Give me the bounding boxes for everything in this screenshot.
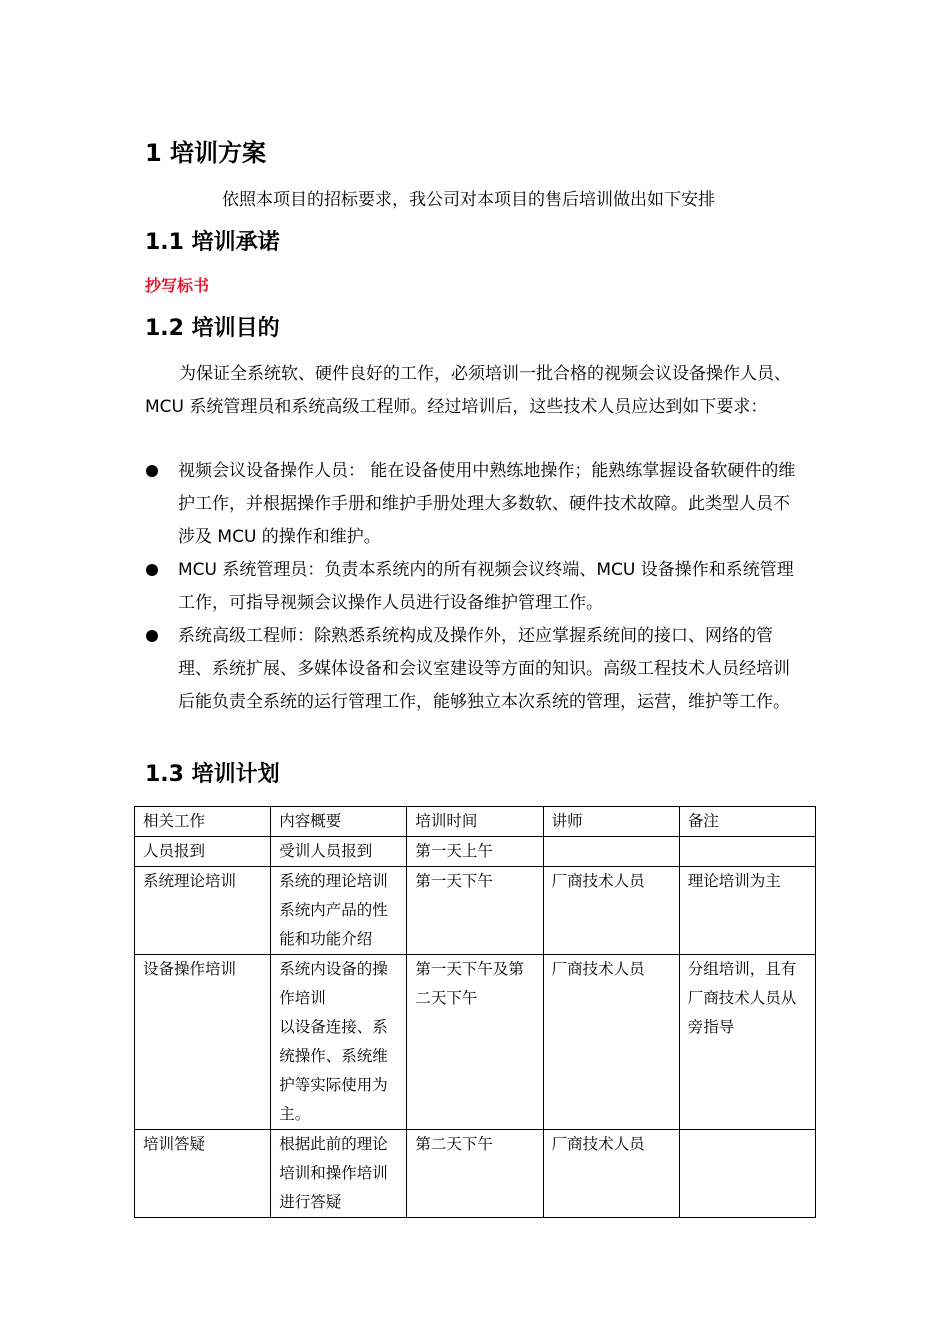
table-cell: 系统的理论培训系统内产品的性能和功能介绍 xyxy=(271,867,407,955)
table-cell: 受训人员报到 xyxy=(271,837,407,867)
table-header-cell: 培训时间 xyxy=(407,807,543,837)
requirements-list xyxy=(145,455,805,719)
table-cell: 第二天下午 xyxy=(407,1130,543,1218)
bullet-icon xyxy=(146,465,158,477)
bullet-icon xyxy=(146,630,158,642)
bullet-icon xyxy=(146,564,158,576)
table-row xyxy=(135,867,816,955)
table-cell xyxy=(679,837,815,867)
table-cell: 人员报到 xyxy=(135,837,271,867)
table-cell xyxy=(543,837,679,867)
table-cell: 第一天下午 xyxy=(407,867,543,955)
list-item-text: 视频会议设备操作人员： 能在设备使用中熟练地操作；能熟练掌握设备软硬件的维护工作，并根据操作手册和维护手册处理大多数软、硬件技术故障。此类型人员不涉及 MCU 的操作和维护。 xyxy=(178,461,796,547)
list-item-text: MCU 系统管理员：负责本系统内的所有视频会议终端、MCU 设备操作和系统管理工作，可指导视频会议操作人员进行设备维护管理工作。 xyxy=(178,560,794,613)
purpose-paragraph: 为保证全系统软、硬件良好的工作，必须培训一批合格的视频会议设备操作人员、MCU 系统管理员和系统高级工程师。经过培训后，这些技术人员应达到如下要求： xyxy=(145,364,791,417)
table-header-cell: 备注 xyxy=(679,807,815,837)
table-row xyxy=(135,1130,816,1218)
table-cell: 厂商技术人员 xyxy=(543,1130,679,1218)
table-header-cell: 相关工作 xyxy=(135,807,271,837)
heading-training-purpose: 1.2 培训目的 xyxy=(145,316,280,341)
table-cell: 根据此前的理论培训和操作培训进行答疑 xyxy=(271,1130,407,1218)
table-header-row xyxy=(135,807,816,837)
table-header-cell: 讲师 xyxy=(543,807,679,837)
list-item-text: 系统高级工程师：除熟悉系统构成及操作外，还应掌握系统间的接口、网络的管理、系统扩展、多媒体设备和会议室建设等方面的知识。高级工程技术人员经培训后能负责全系统的运行管理工作，能够独立本次系统的管理，运营，维护等工作。 xyxy=(178,626,790,712)
table-cell: 系统内设备的操作培训 以设备连接、系统操作、系统维护等实际使用为主。 xyxy=(271,955,407,1130)
heading-training-schedule: 1.3 培训计划 xyxy=(145,762,280,787)
table-row xyxy=(135,837,816,867)
training-schedule-table xyxy=(134,806,816,1218)
heading-training-plan: 1 培训方案 xyxy=(145,139,267,167)
red-note: 抄写标书 xyxy=(145,276,210,295)
list-item xyxy=(145,620,805,719)
heading-training-commitment: 1.1 培训承诺 xyxy=(145,230,280,255)
table-cell: 培训答疑 xyxy=(135,1130,271,1218)
table-cell xyxy=(679,1130,815,1218)
table-row xyxy=(135,955,816,1130)
table-cell: 分组培训，且有厂商技术人员从旁指导 xyxy=(679,955,815,1130)
list-item xyxy=(145,554,805,620)
table-header-cell: 内容概要 xyxy=(271,807,407,837)
table-cell: 第一天下午及第二天下午 xyxy=(407,955,543,1130)
list-item xyxy=(145,455,805,554)
table-cell: 第一天上午 xyxy=(407,837,543,867)
table-cell: 厂商技术人员 xyxy=(543,867,679,955)
intro-text: 依照本项目的招标要求，我公司对本项目的售后培训做出如下安排 xyxy=(222,190,715,210)
table-cell: 设备操作培训 xyxy=(135,955,271,1130)
table-cell: 理论培训为主 xyxy=(679,867,815,955)
table-cell: 厂商技术人员 xyxy=(543,955,679,1130)
table-cell: 系统理论培训 xyxy=(135,867,271,955)
